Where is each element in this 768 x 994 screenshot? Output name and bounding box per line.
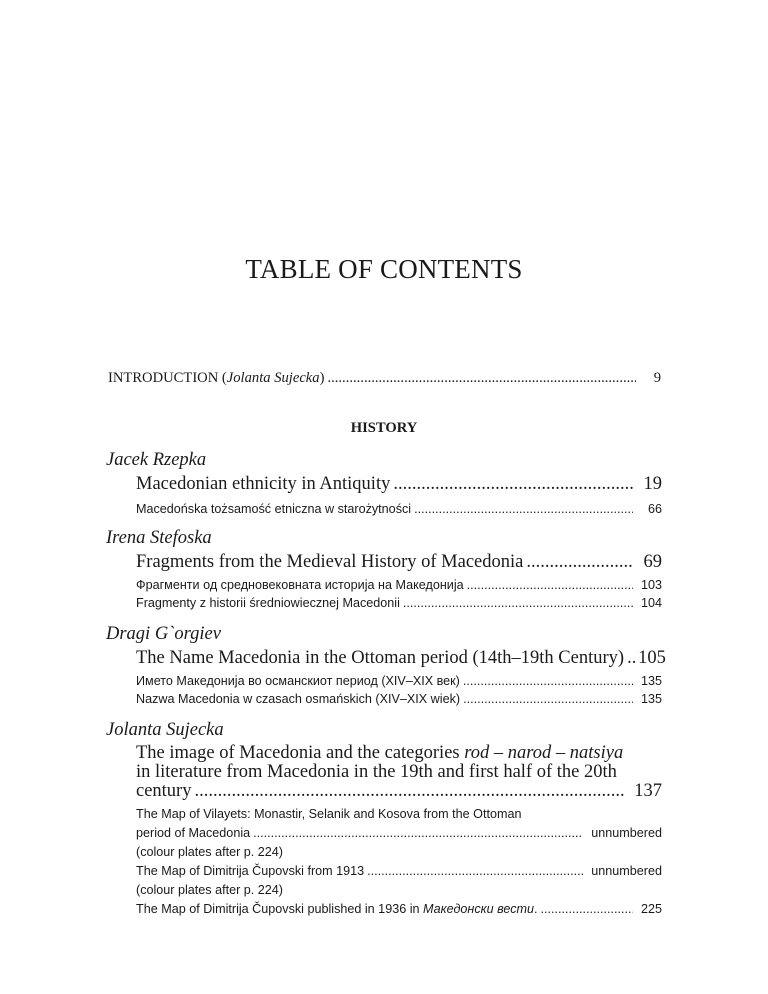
dot-leader (467, 578, 633, 592)
entry-title: The Name Macedonia in the Ottoman period (14th–19th Century) (136, 648, 625, 668)
subentry-title: Фрагменти од средновековната историја на Македонија (136, 578, 464, 592)
page-number: 137 (634, 781, 662, 801)
subentry-title-italic: Македонски вести (423, 902, 535, 916)
dot-leader (463, 692, 633, 706)
subentry-note: (colour plates after p. 224) (136, 845, 284, 859)
toc-entry[interactable] (136, 648, 666, 669)
entry-title-italic: rod – narod – natsiya (464, 743, 624, 763)
subentry-title: Fragmenty z historii średniowiecznej Macedonii (136, 596, 400, 610)
author-name: Jolanta Sujecka (106, 720, 224, 740)
subentry-title: Macedońska tożsamość etniczna w starożytności (136, 502, 412, 516)
page-number: 225 (640, 902, 662, 916)
dot-leader (414, 502, 633, 516)
toc-subentry[interactable] (136, 596, 662, 610)
author-name: Jacek Rzepka (106, 450, 207, 470)
dot-leader (463, 674, 633, 688)
author-name: Irena Stefoska (106, 528, 212, 548)
dot-leader (194, 782, 625, 801)
toc-entry[interactable] (136, 474, 662, 495)
page-number: unnumbered (591, 826, 662, 840)
page-number: 135 (640, 674, 662, 688)
toc-subentry[interactable] (136, 502, 662, 516)
page-number: unnumbered (591, 864, 662, 878)
subentry-title: The Map of Dimitrija Čupovski published in 1936 in Македонски вести. (136, 902, 538, 916)
entry-title-last-line (136, 782, 662, 801)
toc-subentry[interactable] (136, 578, 662, 592)
subentry-title: period of Macedonia (136, 826, 251, 840)
page-number: 69 (643, 552, 662, 572)
subentry-title: The Map of Dimitrija Čupovski from 1913 (136, 864, 365, 878)
dot-leader (526, 552, 633, 573)
dot-leader (627, 648, 635, 669)
page-title: TABLE OF CONTENTS (245, 254, 523, 284)
dot-leader (393, 474, 633, 495)
toc-entry[interactable] (136, 552, 662, 573)
page-number: 135 (640, 692, 662, 706)
page-number: 19 (643, 474, 662, 494)
author-name: Dragi G`orgiev (106, 624, 221, 644)
dot-leader (367, 864, 583, 878)
toc-entry-introduction[interactable] (108, 370, 661, 387)
entry-title-line: century (136, 781, 192, 801)
subentry-title: Името Македонија во османскиот период (XIV–XIX век) (136, 674, 460, 688)
introduction-author: Jolanta Sujecka (226, 370, 320, 386)
subentry-note: (colour plates after p. 224) (136, 883, 284, 897)
toc-subentry[interactable] (136, 674, 662, 688)
toc-subentry[interactable] (136, 864, 662, 878)
dot-leader (403, 596, 633, 610)
toc-subentry[interactable] (136, 826, 662, 840)
toc-subentry[interactable] (136, 902, 662, 916)
introduction-label: INTRODUCTION (Jolanta Sujecka) (108, 370, 325, 386)
page-number: 9 (653, 370, 661, 386)
dot-leader (541, 902, 633, 916)
dot-leader (253, 826, 583, 840)
entry-title: Macedonian ethnicity in Antiquity (136, 474, 391, 494)
page-number: 66 (647, 502, 662, 516)
subentry-title: Nazwa Macedonia w czasach osmańskich (XIV–XIX wiek) (136, 692, 461, 706)
page-number: 103 (640, 578, 662, 592)
toc-entry-multiline[interactable] (136, 744, 662, 801)
page-number: 104 (640, 596, 662, 610)
subentry-title: The Map of Vilayets: Monastir, Selanik and Kosova from the Ottoman (136, 807, 522, 821)
dot-leader (327, 370, 636, 387)
entry-title: Fragments from the Medieval History of Macedonia (136, 552, 524, 572)
page-number: 105 (638, 648, 666, 668)
entry-title-line: in literature from Macedonia in the 19th and first half of the 20th (136, 762, 617, 782)
toc-subentry[interactable] (136, 692, 662, 706)
section-heading: HISTORY (350, 420, 418, 436)
entry-title-line: The image of Macedonia and the categories rod – narod – natsiya (136, 743, 624, 763)
